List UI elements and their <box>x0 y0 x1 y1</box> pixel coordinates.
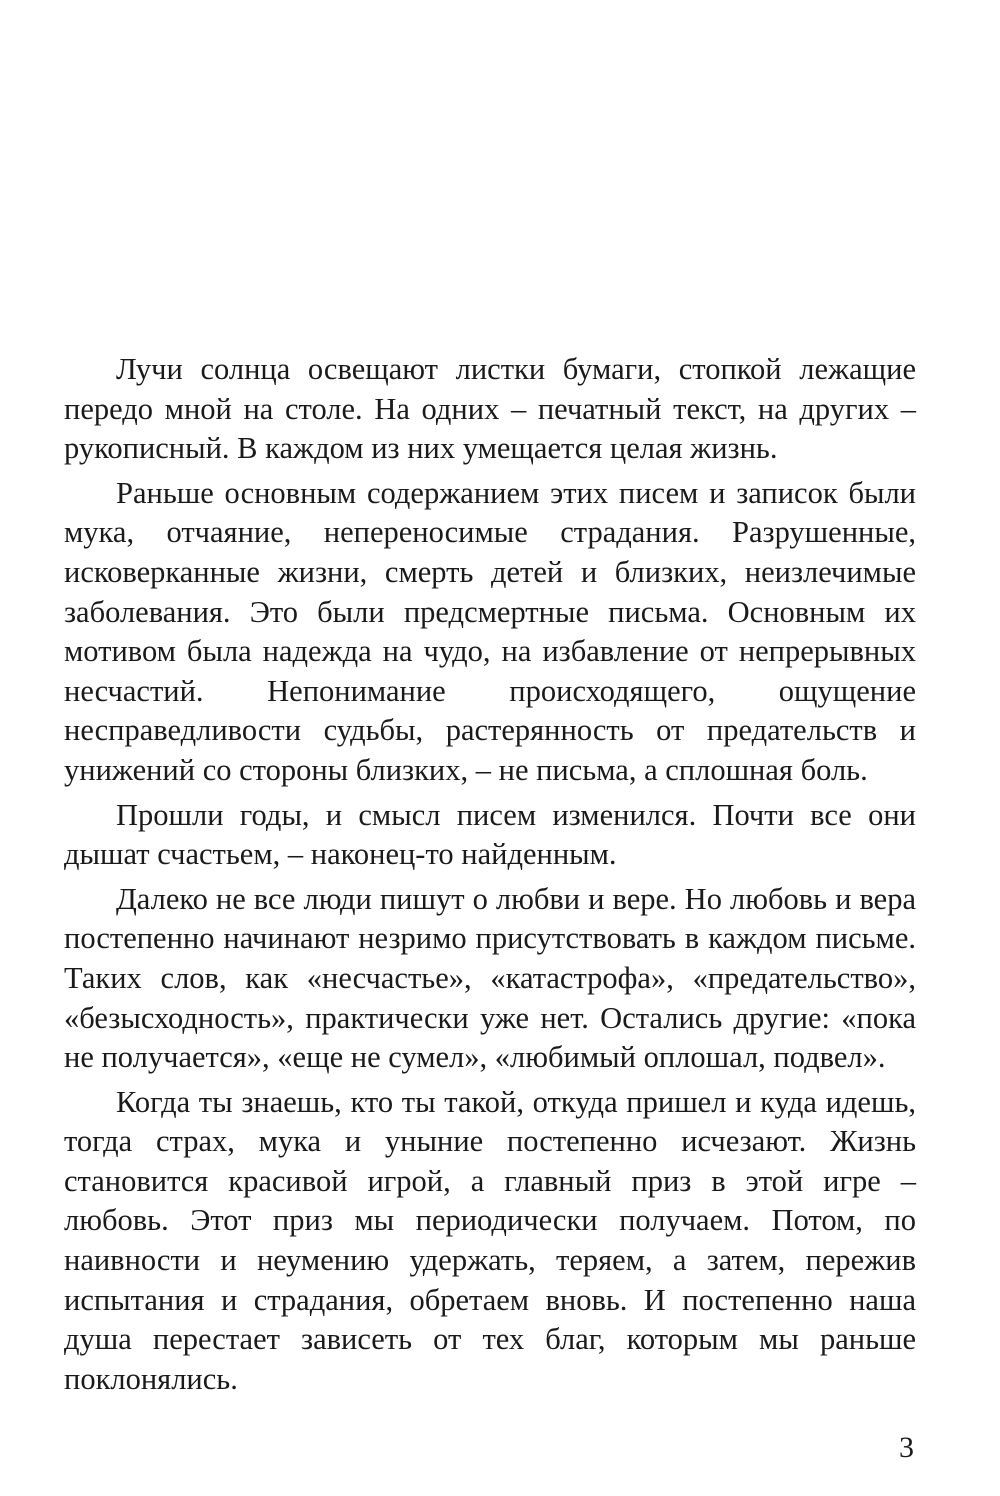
paragraph-1: Лучи солнца освещают листки бумаги, стопкой лежащие передо мной на столе. На одних – печатный текст, на других – рукописный. В каждом из них умещается целая жизнь. <box>64 352 916 466</box>
paragraph-3: Прошли годы, и смысл писем изменился. Почти все они дышат счастьем, – наконец-то найденным. <box>64 797 916 872</box>
page-number: 3 <box>899 1431 914 1464</box>
body-text <box>64 350 916 1404</box>
paragraph-2: Раньше основным содержанием этих писем и записок были мука, отчаяние, непереносимые страдания. Разрушенные, исковерканные жизни, смерть детей и близких, неизлечимые заболевания. Это были предсмертные письма. Основным их мотивом была надежда на чудо, на избавление от непрерывных несчастий. Непонимание происходящего, ощущение несправедливости судьбы, растерянность от предательств и унижений со стороны близких, – не письма, а сплошная боль. <box>64 475 916 787</box>
paragraph-4: Далеко не все люди пишут о любви и вере. Но любовь и вера постепенно начинают незримо присутствовать в каждом письме. Таких слов, как «несчастье», «катастрофа», «предательство», «безысходность», практически уже нет. Остались другие: «пока не получается», «еще не сумел», «любимый оплошал, подвел». <box>64 881 916 1075</box>
paragraph-5: Когда ты знаешь, кто ты такой, откуда пришел и куда идешь, тогда страх, мука и уныние постепенно исчезают. Жизнь становится красивой игрой, а главный приз в этой игре – любовь. Этот приз мы периодически получаем. Потом, по наивности и неумению удержать, теряем, а затем, пережив испытания и страдания, обретаем вновь. И постепенно наша душа перестает зависеть от тех благ, которым мы раньше поклонялись. <box>64 1084 916 1396</box>
